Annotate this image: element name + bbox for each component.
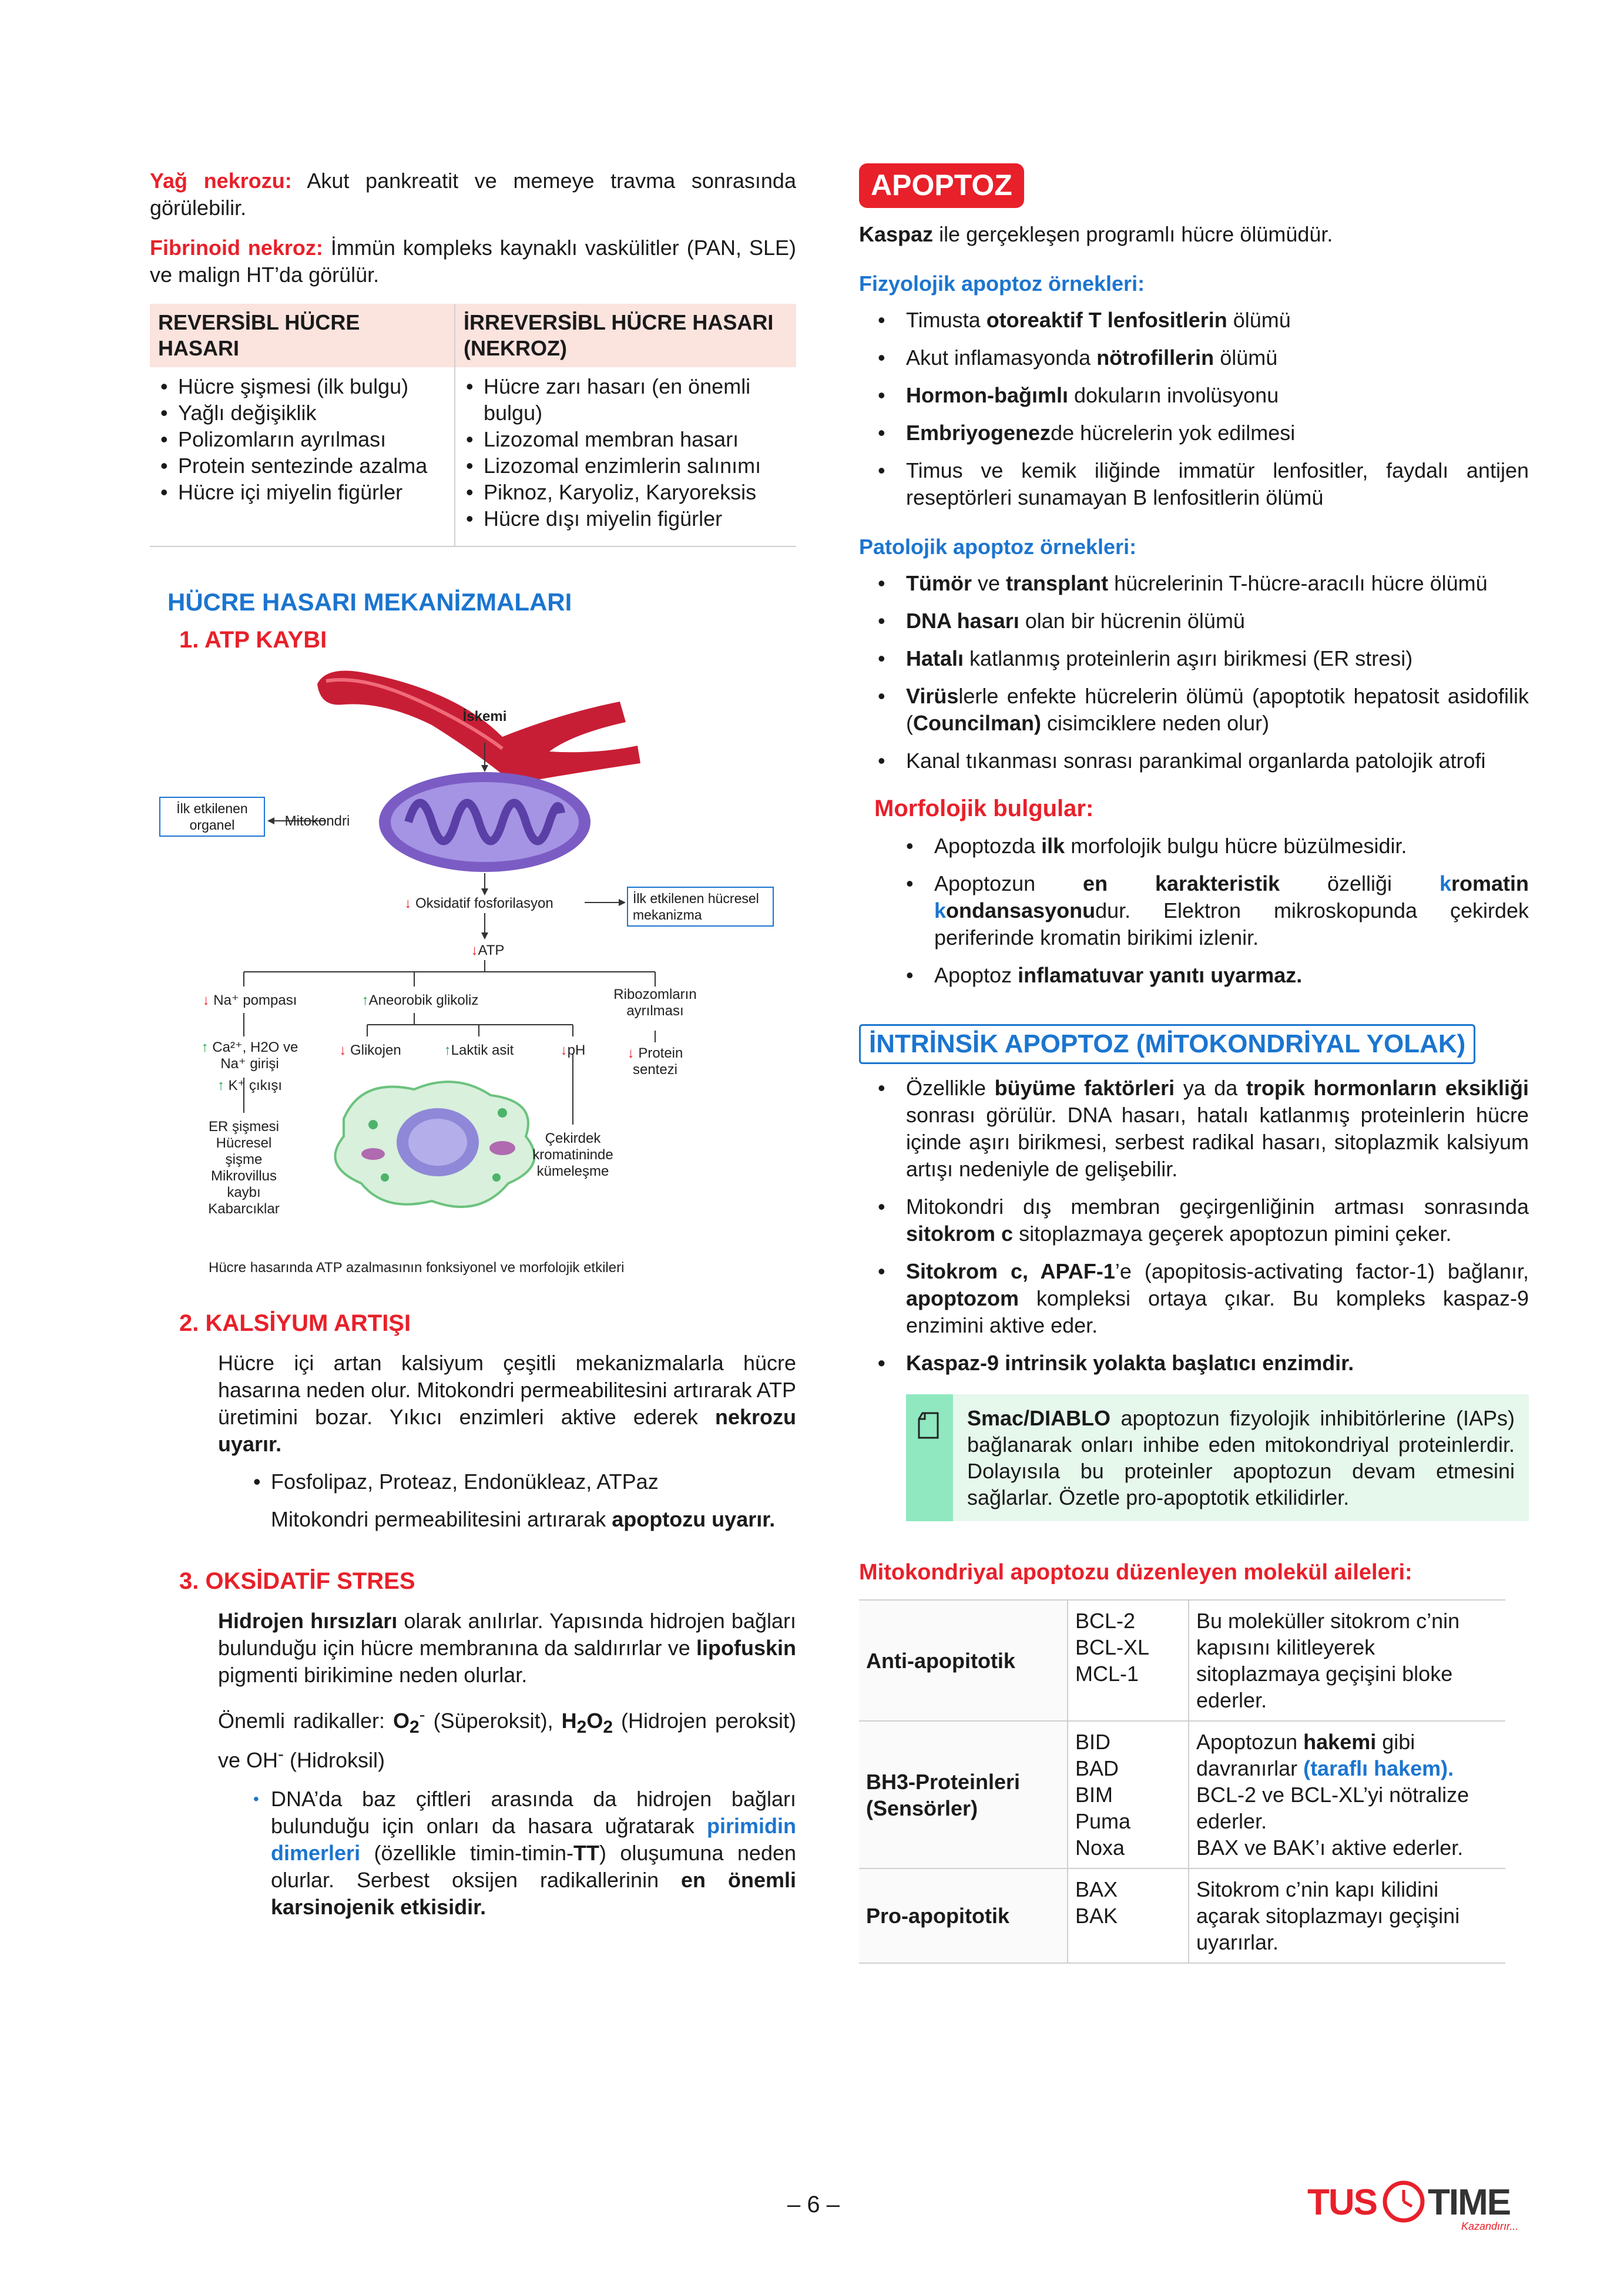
iskemi-label: İskemi bbox=[462, 709, 507, 724]
anaerobic-glycolysis-label: ↑Aneorobik glikoliz bbox=[361, 992, 479, 1008]
oxidative-phosphorylation-label: ↓ Oksidatif fosforilasyon bbox=[404, 895, 553, 911]
list-item: • Tümör ve transplant hücrelerinin T-hücre-aracılı hücre ölümü bbox=[906, 570, 1529, 597]
family-molecules: BAX BAK bbox=[1068, 1868, 1189, 1963]
list-item: • Hücre dışı miyelin figürler bbox=[484, 505, 788, 532]
oxidative-stress-section bbox=[218, 1608, 796, 1921]
morphologic-list bbox=[859, 833, 1529, 989]
pathologic-heading: Patolojik apoptoz örnekleri: bbox=[859, 535, 1137, 559]
first-mechanism-box: İlk etkilenen hücresel mekanizma bbox=[627, 887, 774, 927]
calcium-heading: 2. KALSİYUM ARTIŞI bbox=[179, 1310, 411, 1336]
list-item: • Hatalı katlanmış proteinlerin aşırı birikmesi (ER stresi) bbox=[906, 645, 1529, 672]
na-pump-label: ↓ Na⁺ pompası bbox=[202, 992, 297, 1008]
oxidative-stress-heading: 3. OKSİDATİF STRES bbox=[179, 1568, 415, 1594]
list-item: • Lizozomal enzimlerin salınımı bbox=[484, 452, 788, 479]
morphologic-heading: Morfolojik bulgular: bbox=[874, 796, 1094, 821]
tustime-logo bbox=[1307, 2177, 1531, 2233]
physiologic-list bbox=[859, 307, 1529, 511]
calcium-enzymes-list bbox=[218, 1468, 796, 1495]
chromatin-clumping-label: Çekirdek kromatininde kümeleşme bbox=[532, 1130, 613, 1179]
list-item: • Mitokondri dış membran geçirgenliğinin artması sonrasında sitokrom c sitoplazmaya geçerek apoptozun pimini çeker. bbox=[906, 1193, 1529, 1247]
first-organelle-box: İlk etkilenen organel bbox=[159, 797, 265, 837]
intrinsic-list bbox=[859, 1075, 1529, 1377]
list-item: • Apoptozda ilk morfolojik bulgu hücre büzülmesidir. bbox=[934, 833, 1529, 860]
list-item: • Apoptozun en karakteristik özelliği kromatin kondansasyonudur. Elektron mikroskopunda çekirdek periferinde kromatin birikimi izlenir. bbox=[934, 870, 1529, 951]
apoptoz-definition: Kaspaz ile gerçekleşen programlı hücre ölümüdür. bbox=[859, 222, 1333, 246]
ribosome-label: Ribozomların ayrılması bbox=[613, 987, 697, 1019]
list-item: • Yağlı değişiklik bbox=[178, 400, 446, 426]
family-description: Bu moleküller sitokrom c’nin kapısını kilitleyerek sitoplazmaya geçişini bloke ederler. bbox=[1189, 1600, 1505, 1721]
family-molecules: BID BAD BIM Puma Noxa bbox=[1068, 1721, 1189, 1868]
list-item: • DNA hasarı olan bir hücrenin ölümü bbox=[906, 608, 1529, 635]
list-item: • Kaspaz-9 intrinsik yolakta başlatıcı enzimdir. bbox=[906, 1350, 1529, 1377]
left-column bbox=[150, 167, 796, 1921]
family-name: Pro-apopitotik bbox=[859, 1868, 1068, 1963]
list-item: • Timusta otoreaktif T lenfositlerin ölümü bbox=[906, 307, 1529, 334]
calcium-section bbox=[218, 1350, 796, 1533]
reversible-irreversible-table bbox=[150, 304, 796, 547]
family-description: Sitokrom c’nin kapı kilidini açarak sitoplazmayı geçişini uyarırlar. bbox=[1189, 1868, 1505, 1963]
note-icon bbox=[917, 1411, 940, 1440]
calcium-mito-text: Mitokondri permeabilitesini artırarak apoptozu uyarır. bbox=[271, 1507, 776, 1531]
list-item: • Akut inflamasyonda nötrofillerin ölümü bbox=[906, 344, 1529, 371]
calcium-text: Hücre içi artan kalsiyum çeşitli mekanizmalarla hücre hasarına neden olur. Mitokondri permeabilitesini artırarak ATP üretimini bozar. Yıkıcı enzimleri aktive ederek nekrozu uyarır. bbox=[218, 1351, 796, 1456]
lactic-acid-label: ↑Laktik asit bbox=[444, 1042, 514, 1058]
list-item: • Embriyogenezde hücrelerin yok edilmesi bbox=[906, 420, 1529, 447]
page-number: – 6 – bbox=[787, 2192, 840, 2217]
molecule-families-table bbox=[859, 1599, 1505, 1964]
physiologic-heading: Fizyolojik apoptoz örnekleri: bbox=[859, 271, 1145, 296]
ph-label: ↓pH bbox=[560, 1042, 586, 1058]
clock-icon bbox=[1383, 2180, 1425, 2223]
list-item: • Hücre şişmesi (ilk bulgu) bbox=[178, 373, 446, 400]
logo-time: TIME bbox=[1428, 2182, 1511, 2223]
list-item: • Sitokrom c, APAF-1’e (apopitosis-activating factor-1) bağlanır, apoptozom kompleksi ortaya çıkar. Bu kompleks kaspaz-9 enzimini aktive eder. bbox=[906, 1258, 1529, 1339]
list-item: • Apoptoz inflamatuvar yanıtı uyarmaz. bbox=[934, 962, 1529, 989]
apoptoz-badge: APOPTOZ bbox=[859, 163, 1024, 208]
table-row bbox=[859, 1721, 1505, 1868]
oxidative-dna-list bbox=[218, 1786, 796, 1921]
er-swelling-label: ER şişmesi Hücresel şişme Mikrovillus kaybı Kabarcıklar bbox=[208, 1119, 280, 1217]
family-name: BH3-Proteinleri (Sensörler) bbox=[859, 1721, 1068, 1868]
table-row bbox=[859, 1868, 1505, 1963]
intrinsic-apoptosis-heading: İNTRİNSİK APOPTOZ (MİTOKONDRİYAL YOLAK) bbox=[859, 1024, 1475, 1064]
table-header-irreversible: İRREVERSİBL HÜCRE HASARI (NEKROZ) bbox=[455, 304, 796, 367]
yag-nekrozu: Yağ nekrozu: Akut pankreatit ve memeye travma sonrasında görülebilir. bbox=[150, 169, 796, 220]
atp-label: ↓ATP bbox=[471, 942, 505, 958]
atp-loss-figure bbox=[150, 666, 796, 1301]
list-item: • Protein sentezinde azalma bbox=[178, 452, 446, 479]
right-column bbox=[859, 163, 1529, 1964]
list-item: • Piknoz, Karyoliz, Karyoreksis bbox=[484, 479, 788, 505]
logo-tus: TUS bbox=[1307, 2182, 1377, 2223]
list-item: • Virüslerle enfekte hücrelerin ölümü (apoptotik hepatosit asidofilik (Councilman) cisimciklere neden olur) bbox=[906, 683, 1529, 737]
family-description: Apoptozun hakemi gibi davranırlar (taraflı hakem). BCL-2 ve BCL-XL’yi nötralize ederler. BAX ve BAK’ı aktive ederler. bbox=[1189, 1721, 1505, 1868]
list-item: • Özellikle büyüme faktörleri ya da tropik hormonların eksikliği sonrası görülür. DNA hasarı, hatalı katlanmış proteinlerin hücre içinde aşırı birikmesi, serbest radikal hasarı, sitoplazmik kalsiyum artışı nedeniyle de gelişebilir. bbox=[906, 1075, 1529, 1183]
table-row bbox=[859, 1600, 1505, 1721]
oxidative-p2: Önemli radikaller: $O_2^-$ (Süperoksit), $H_2O_2$ (Hidrojen peroksit) ve OH- (Hidroksil) bbox=[218, 1705, 796, 1773]
pathologic-list bbox=[859, 570, 1529, 774]
family-name: Anti-apopitotik bbox=[859, 1600, 1068, 1721]
list-item: • Kanal tıkanması sonrası parankimal organlarda patolojik atrofi bbox=[906, 747, 1529, 774]
k-exit-label: ↑ K⁺ çıkışı bbox=[217, 1078, 283, 1093]
list-item: • Timus ve kemik iliğinde immatür lenfositler, faydalı antijen reseptörleri sunamayan B lenfositlerin ölümü bbox=[906, 457, 1529, 511]
figure-caption: Hücre hasarında ATP azalmasının fonksiyonel ve morfolojik etkileri bbox=[209, 1260, 625, 1276]
reversible-list-cell bbox=[150, 367, 455, 546]
mechanisms-heading: HÜCRE HASARI MEKANİZMALARI bbox=[167, 588, 572, 616]
oxidative-p1: Hidrojen hırsızları olarak anılırlar. Yapısında hidrojen bağları bulunduğu için hücre membranına da saldırırlar ve lipofuskin pigmenti birikimine neden olurlar. bbox=[218, 1609, 796, 1687]
list-item: • Hücre zarı hasarı (en önemli bulgu) bbox=[484, 373, 788, 426]
list-item: • DNA’da baz çiftleri arasında da hidrojen bağları bulunduğu için onları da hasara uğratarak pirimidin dimerleri (özellikle timin-timin-TT) oluşumuna neden olurlar. Serbest oksijen radikallerinin en önemli karsinojenik etkisidir. bbox=[271, 1786, 796, 1921]
table-header-reversible: REVERSİBL HÜCRE HASARI bbox=[150, 304, 455, 367]
fibrinoid-nekroz: Fibrinoid nekroz: İmmün kompleks kaynaklı vaskülitler (PAN, SLE) ve malign HT’da görülür. bbox=[150, 236, 796, 287]
list-item: • Fosfolipaz, Proteaz, Endonükleaz, ATPaz bbox=[271, 1468, 796, 1495]
list-item: • Hormon-bağımlı dokuların involüsyonu bbox=[906, 382, 1529, 409]
glycogen-label: ↓ Glikojen bbox=[339, 1042, 401, 1058]
blood-vessel-icon bbox=[317, 671, 640, 784]
atp-heading: 1. ATP KAYBI bbox=[179, 627, 327, 653]
ca-h2o-na-label: ↑ Ca²⁺, H2O ve Na⁺ girişi bbox=[201, 1039, 298, 1072]
irreversible-list-cell bbox=[455, 367, 796, 546]
family-molecules: BCL-2 BCL-XL MCL-1 bbox=[1068, 1600, 1189, 1721]
protein-synthesis-label: ↓ Protein sentezi bbox=[627, 1045, 683, 1078]
mitokondri-label: Mitokondri bbox=[284, 813, 350, 829]
list-item: • Lizozomal membran hasarı bbox=[484, 426, 788, 452]
list-item: • Polizomların ayrılması bbox=[178, 426, 446, 452]
families-heading: Mitokondriyal apoptozu düzenleyen molekül aileleri: bbox=[859, 1560, 1412, 1585]
logo-subtitle: Kazandırır... bbox=[1461, 2220, 1519, 2232]
list-item: • Hücre içi miyelin figürler bbox=[178, 479, 446, 505]
smac-diablo-note: Smac/DIABLO apoptozun fizyolojik inhibitörlerine (IAPs) bağlanarak onları inhibe eden mitokondriyal proteinlerdir. Dolayısıla bu proteinler apoptozun devam etmesini sağlarlar. Özetle pro-apoptotik etkilidirler. bbox=[906, 1394, 1529, 1521]
